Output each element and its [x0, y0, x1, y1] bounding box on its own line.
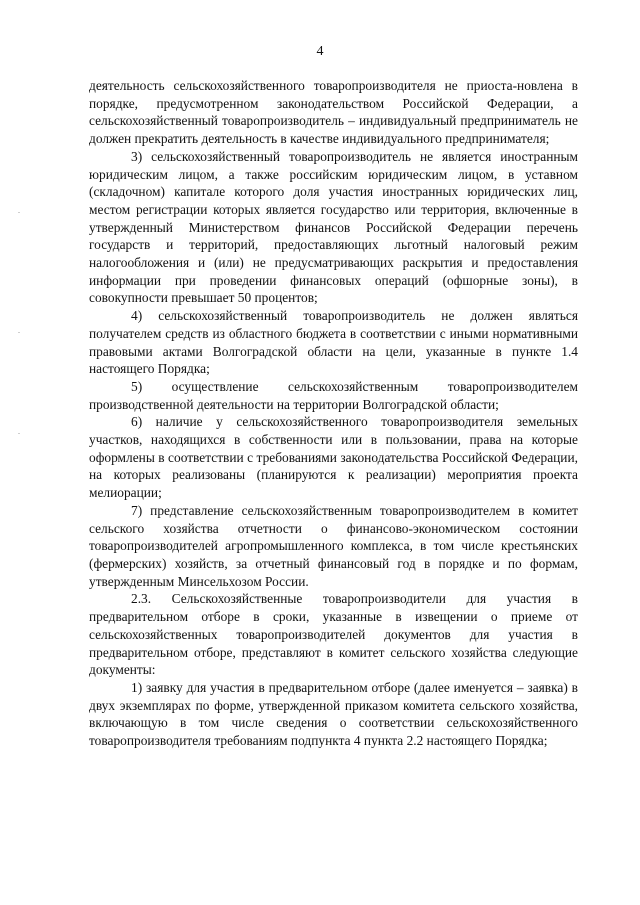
paragraph-section-2-3: 2.3. Сельскохозяйственные товаропроизводители для участия в предварительном отборе в сроки, указанные в извещении о приеме от сельскохозяйственных товаропроизводителей документов для участия в предварительном отборе, представляют в комитет сельского хозяйства следующие документы:	[89, 591, 578, 678]
scan-mark	[18, 332, 20, 333]
paragraph-item-7: 7) представление сельскохозяйственным товаропроизводителем в комитет сельского хозяйства отчетности о финансово-экономическом состоянии товаропроизводителей агропромышленного комплекса, в том числе крестьянских (фермерских) хозяйств, за отчетный финансовый год в порядке и по формам, утвержденным Минсельхозом России.	[89, 502, 578, 589]
paragraph-item-4: 4) сельскохозяйственный товаропроизводитель не должен являться получателем средств из областного бюджета в соответствии с иными нормативными правовыми актами Волгоградской области на цели, указанные в пункте 1.4 настоящего Порядка;	[89, 308, 578, 377]
paragraph-continuation: деятельность сельскохозяйственного товаропроизводителя не приоста-новлена в порядке, предусмотренном законодательством Российской Федерации, а сельскохозяйственный товаропроизводитель – индивидуальный предприниматель не должен прекратить деятельность в качестве индивидуального предпринимателя;	[89, 78, 578, 147]
scan-mark	[18, 433, 20, 434]
page-number: 4	[316, 44, 324, 59]
document-body	[89, 77, 578, 750]
paragraph-item-6: 6) наличие у сельскохозяйственного товаропроизводителя земельных участков, находящихся в собственности или в пользовании, права на которые оформлены в соответствии с требованиями законодательства Российской Федерации, на которых реализованы (планируются к реализации) мероприятия проекта мелиорации;	[89, 414, 578, 501]
paragraph-doc-1: 1) заявку для участия в предварительном отборе (далее именуется – заявка) в двух экземплярах по форме, утвержденной приказом комитета сельского хозяйства, включающую в том числе сведения о соответствии сельскохозяйственного товаропроизводителя требованиям подпункта 4 пункта 2.2 настоящего Порядка;	[89, 679, 578, 749]
scan-mark	[18, 212, 20, 213]
paragraph-item-5: 5) осуществление сельскохозяйственным товаропроизводителем производственной деятельности на территории Волгоградской области;	[89, 378, 578, 412]
paragraph-item-3: 3) сельскохозяйственный товаропроизводитель не является иностранным юридическим лицом, а также российским юридическим лицом, в уставном (складочном) капитале которого доля участия иностранных юридических лиц, местом регистрации которых является государство или территория, включенные в утвержденный Министерством финансов Российской Федерации перечень государств и территорий, предоставляющих льготный налоговый режим налогообложения и (или) не предусматривающих раскрытия и предоставления информации при проведении финансовых операций (офшорные зоны), в совокупности превышает 50 процентов;	[89, 148, 578, 306]
